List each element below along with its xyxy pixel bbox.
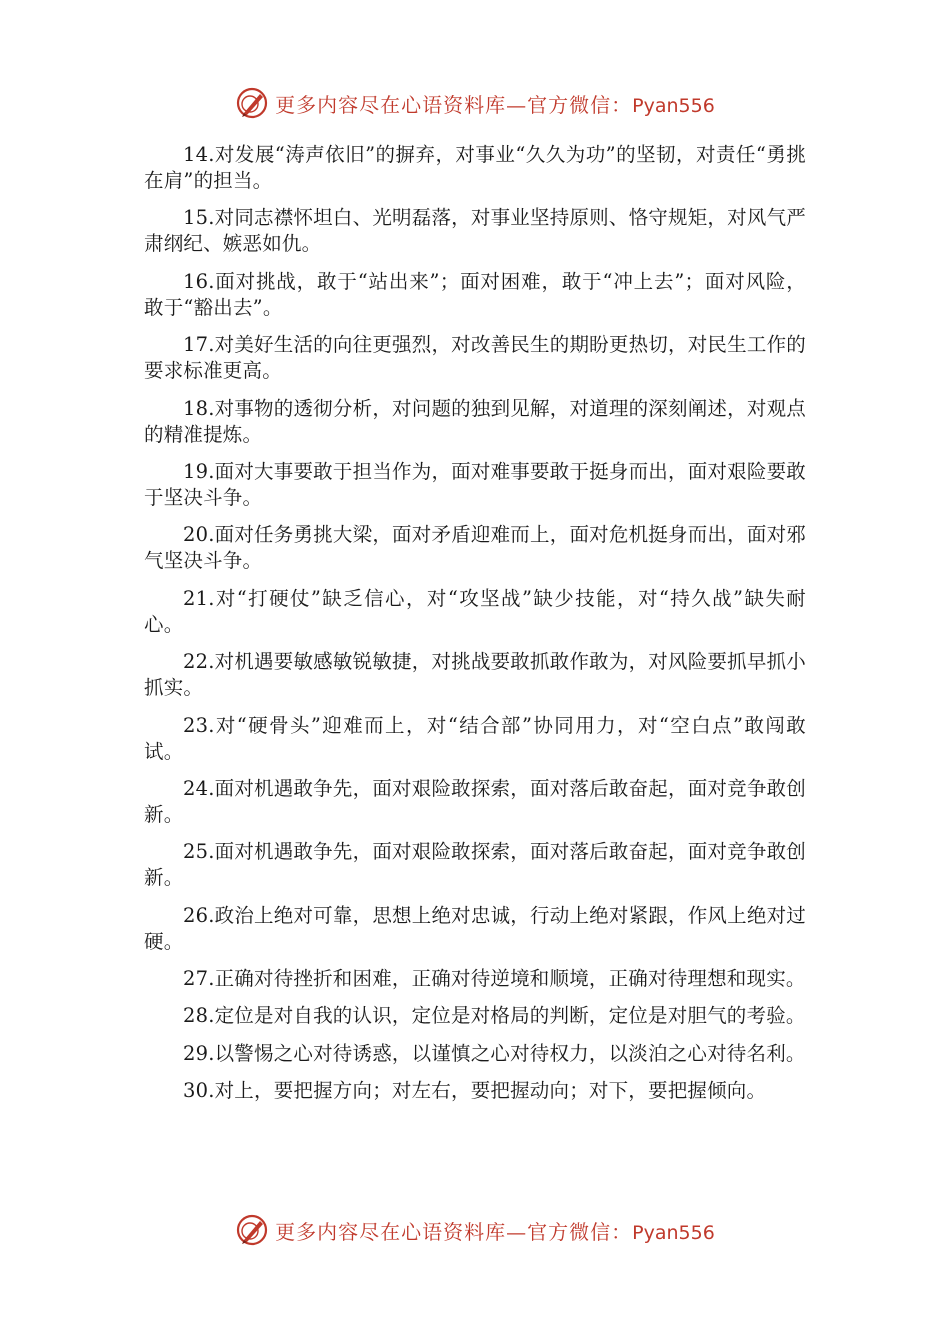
paragraph-25: 25.面对机遇敢争先，面对艰险敢探索，面对落后敢奋起，面对竞争敢创新。	[144, 840, 806, 890]
paragraph-22: 22.对机遇要敏感敏锐敏捷，对挑战要敢抓敢作敢为，对风险要抓早抓小抓实。	[144, 650, 806, 700]
paragraph-19: 19.面对大事要敢于担当作为，面对难事要敢于挺身而出，面对艰险要敢于坚决斗争。	[144, 459, 806, 509]
pen-logo-icon	[235, 86, 269, 120]
wechat-id: Pyan556	[632, 94, 715, 117]
paragraph-18: 18.对事物的透彻分析，对问题的独到见解，对道理的深刻阐述，对观点的精准提炼。	[144, 396, 806, 446]
paragraph-16: 16.面对挑战，敢于“站出来”；面对困难，敢于“冲上去”；面对风险，敢于“豁出去”。	[144, 269, 806, 319]
header-banner	[0, 83, 950, 123]
paragraph-23: 23.对“硬骨头”迎难而上，对“结合部”协同用力，对“空白点”敢闯敢试。	[144, 713, 806, 763]
wechat-id: Pyan556	[632, 1221, 715, 1244]
footer-banner	[0, 1210, 950, 1250]
paragraph-17: 17.对美好生活的向往更强烈，对改善民生的期盼更热切，对民生工作的要求标准更高。	[144, 333, 806, 383]
paragraph-26: 26.政治上绝对可靠，思想上绝对忠诚，行动上绝对紧跟，作风上绝对过硬。	[144, 903, 806, 953]
paragraph-21: 21.对“打硬仗”缺乏信心，对“攻坚战”缺少技能，对“持久战”缺失耐心。	[144, 586, 806, 636]
paragraph-14: 14.对发展“涛声依旧”的摒弃，对事业“久久为功”的坚韧，对责任“勇挑在肩”的担当。	[144, 143, 806, 192]
paragraph-30: 30.对上，要把握方向；对左右，要把握动向；对下，要把握倾向。	[183, 1079, 767, 1103]
paragraph-15: 15.对同志襟怀坦白、光明磊落，对事业坚持原则、恪守规矩，对风气严肃纲纪、嫉恶如仇。	[144, 206, 806, 256]
paragraph-20: 20.面对任务勇挑大梁，面对矛盾迎难而上，面对危机挺身而出，面对邪气坚决斗争。	[144, 523, 806, 573]
paragraph-28: 28.定位是对自我的认识，定位是对格局的判断，定位是对胆气的考验。	[183, 1004, 806, 1028]
pen-logo-icon	[235, 1213, 269, 1247]
paragraph-29: 29.以警惕之心对待诱惑，以谨慎之心对待权力，以淡泊之心对待名利。	[183, 1041, 806, 1065]
banner-text: 更多内容尽在心语资料库—官方微信：Pyan556	[275, 1219, 715, 1244]
paragraph-27: 27.正确对待挫折和困难，正确对待逆境和顺境，正确对待理想和现实。	[183, 967, 806, 991]
paragraph-24: 24.面对机遇敢争先，面对艰险敢探索，面对落后敢奋起，面对竞争敢创新。	[144, 776, 806, 826]
banner-text: 更多内容尽在心语资料库—官方微信：Pyan556	[275, 92, 715, 117]
document-body	[144, 142, 806, 1116]
